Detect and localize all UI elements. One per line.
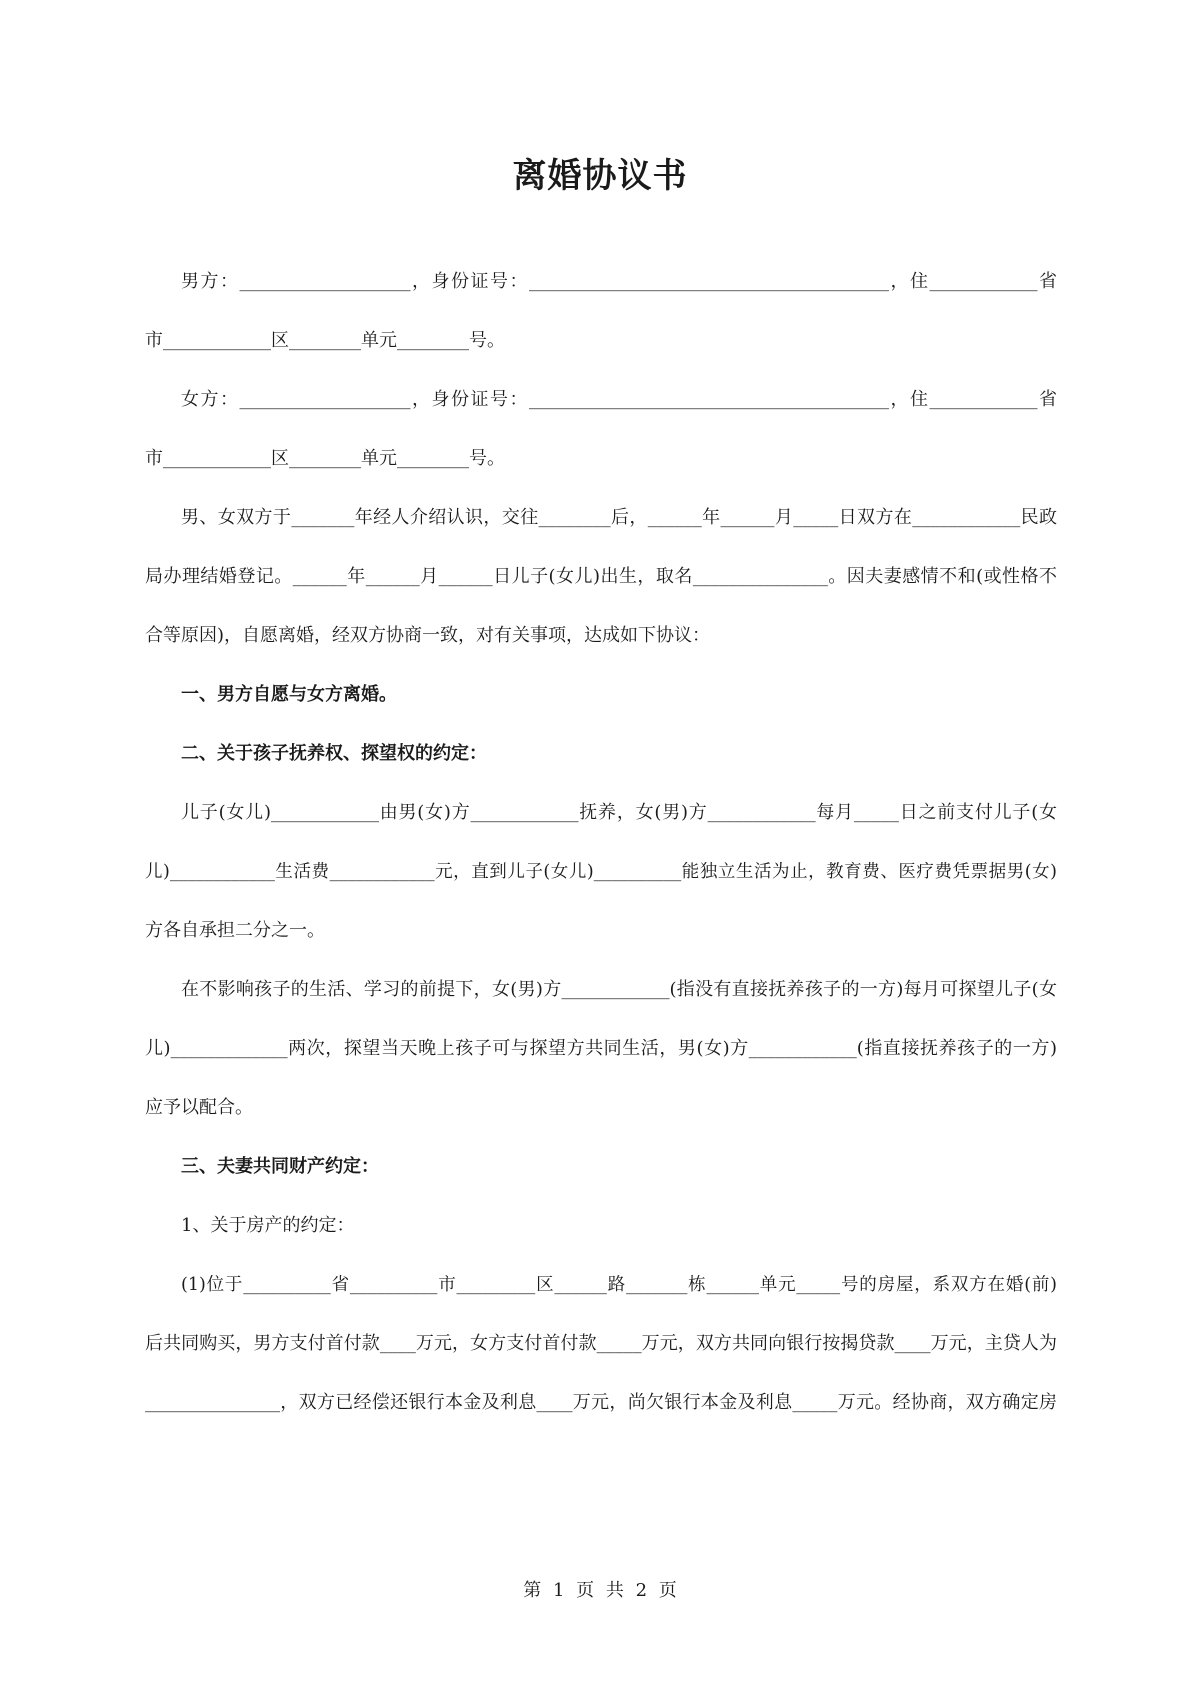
male-address-line: 市____________区________单元________号。 bbox=[145, 330, 505, 351]
page-number-footer: 第 1 页 共 2 页 bbox=[523, 1580, 677, 1601]
male-party-line: 男方：___________________，身份证号：________________________________________，住____________省 bbox=[181, 271, 1057, 292]
paragraph-line: 合等原因)，自愿离婚，经双方协商一致，对有关事项，达成如下协议： bbox=[145, 625, 711, 646]
paragraph-line: 儿)_____________两次，探望当天晚上孩子可与探望方共同生活，男(女)方____________(指直接抚养孩子的一方) bbox=[145, 1038, 1057, 1059]
female-address-line: 市____________区________单元________号。 bbox=[145, 448, 505, 469]
section-heading: 二、关于孩子抚养权、探望权的约定： bbox=[181, 743, 487, 764]
female-party-line: 女方：___________________，身份证号：________________________________________，住____________省 bbox=[181, 389, 1057, 410]
paragraph-line: 后共同购买，男方支付首付款____万元，女方支付首付款_____万元，双方共同向银行按揭贷款____万元，主贷人为 bbox=[145, 1333, 1057, 1354]
paragraph-line: 局办理结婚登记。______年______月______日儿子(女儿)出生，取名_______________。因夫妻感情不和(或性格不 bbox=[145, 566, 1057, 587]
paragraph-line: 儿子(女儿)____________由男(女)方____________抚养，女(男)方____________每月_____日之前支付儿子(女 bbox=[181, 802, 1057, 823]
paragraph-line: 儿)____________生活费____________元，直到儿子(女儿)__________能独立生活为止，教育费、医疗费凭票据男(女) bbox=[145, 862, 1057, 882]
section-heading: 三、夫妻共同财产约定： bbox=[181, 1156, 379, 1177]
section-heading: 一、男方自愿与女方离婚。 bbox=[181, 684, 397, 705]
paragraph-line: 在不影响孩子的生活、学习的前提下，女(男)方____________(指没有直接抚养孩子的一方)每月可探望儿子(女 bbox=[181, 979, 1057, 1000]
paragraph-line: 应予以配合。 bbox=[145, 1097, 253, 1118]
document-title: 离婚协议书 bbox=[512, 156, 688, 196]
paragraph-line: _______________，双方已经偿还银行本金及利息____万元，尚欠银行本金及利息_____万元。经协商，双方确定房 bbox=[145, 1392, 1057, 1413]
paragraph-line: (1)位于__________省__________市_________区______路_______栋______单元_____号的房屋，系双方在婚(前) bbox=[181, 1275, 1057, 1295]
paragraph-line: 方各自承担二分之一。 bbox=[145, 920, 325, 941]
subsection-heading: 1、关于房产的约定： bbox=[181, 1215, 355, 1236]
paragraph-line: 男、女双方于_______年经人介绍认识，交往________后，______年______月_____日双方在____________民政 bbox=[181, 507, 1057, 528]
